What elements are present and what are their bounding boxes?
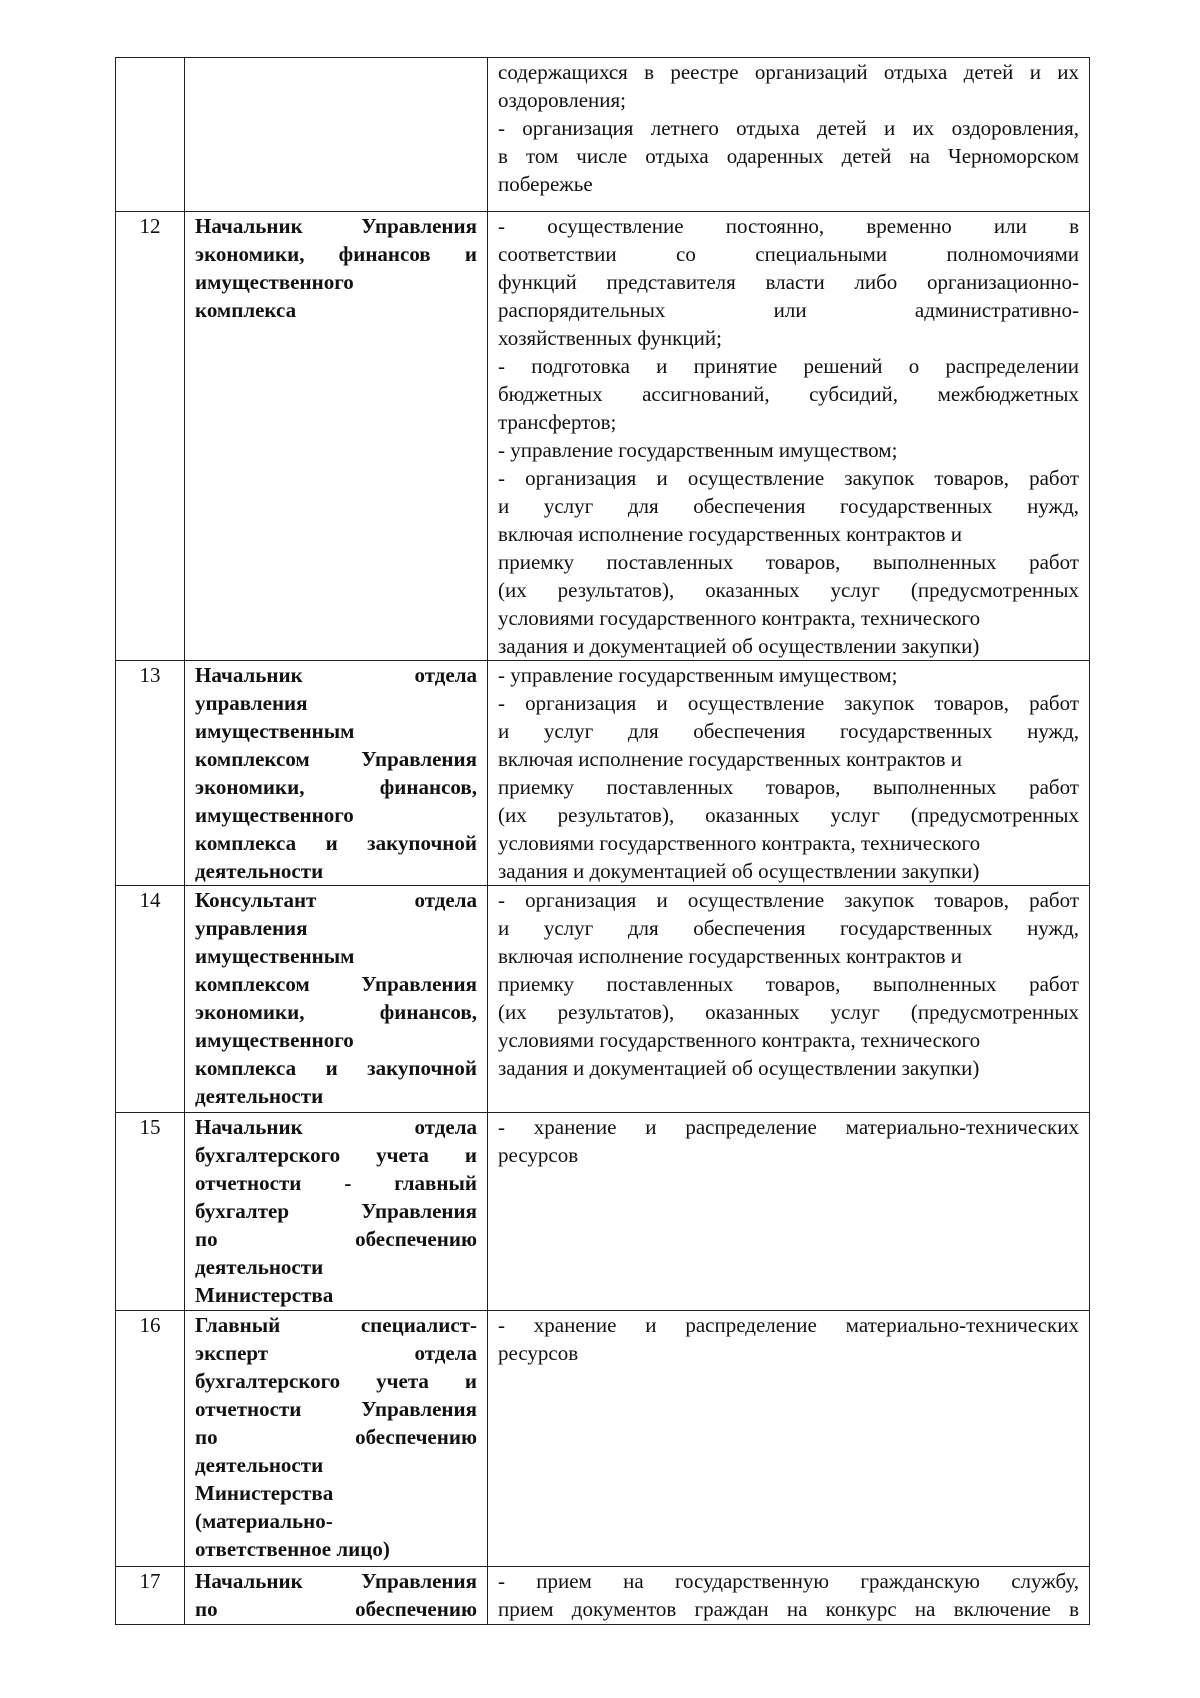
- cell-text-line: экономики, финансов,: [195, 1000, 477, 1024]
- functions-cell: [488, 58, 1090, 212]
- cell-text-line: имущественного: [195, 1028, 354, 1052]
- cell-text-line: распорядительных или административно-: [498, 298, 1079, 322]
- functions-cell: [488, 212, 1090, 661]
- position-cell: [185, 1311, 488, 1567]
- row-number-cell: [116, 212, 185, 661]
- functions-cell: [488, 661, 1090, 886]
- functions-cell: [488, 1567, 1090, 1625]
- position-cell: [185, 661, 488, 886]
- cell-text-line: имущественным: [195, 944, 355, 968]
- cell-text-line: экономики, финансов,: [195, 775, 477, 799]
- cell-text-line: деятельности: [195, 1084, 324, 1108]
- cell-text-line: оздоровления;: [498, 88, 627, 112]
- position-cell: [185, 212, 488, 661]
- cell-text-line: включая исполнение государственных контрактов и: [498, 747, 963, 771]
- row-number: 14: [139, 888, 161, 912]
- position-cell: [185, 58, 488, 212]
- cell-text-line: - управление государственным имуществом;: [498, 438, 898, 462]
- positions-table: [115, 57, 1090, 1625]
- row-number-cell: [116, 1311, 185, 1567]
- position-cell: [185, 1113, 488, 1311]
- table-row: [116, 886, 1090, 1113]
- cell-text-line: управления: [195, 691, 308, 715]
- cell-text-line: Министерства: [195, 1481, 334, 1505]
- cell-text-line: комплекса и закупочной: [195, 831, 477, 855]
- cell-text-line: по обеспечению: [195, 1227, 477, 1251]
- row-number-cell: [116, 886, 185, 1113]
- cell-text-line: бухгалтер Управления: [195, 1199, 477, 1223]
- cell-text-line: приемку поставленных товаров, выполненных работ: [498, 972, 1079, 996]
- cell-text-line: экономики, финансов и: [195, 242, 477, 266]
- cell-text-line: ресурсов: [498, 1143, 579, 1167]
- cell-text-line: комплексом Управления: [195, 972, 477, 996]
- position-cell: [185, 1567, 488, 1625]
- cell-text-line: имущественным: [195, 719, 355, 743]
- row-number: 16: [139, 1313, 161, 1337]
- cell-text-line: Начальник Управления: [195, 1569, 477, 1593]
- cell-text-line: Начальник отдела: [195, 663, 477, 687]
- cell-text-line: бюджетных ассигнований, субсидий, межбюджетных: [498, 382, 1079, 406]
- row-number-cell: [116, 1113, 185, 1311]
- cell-text-line: - хранение и распределение материально-технических: [498, 1313, 1079, 1337]
- cell-text-line: и услуг для обеспечения государственных нужд,: [498, 719, 1079, 743]
- cell-text-line: по обеспечению: [195, 1597, 477, 1621]
- cell-text-line: управления: [195, 916, 308, 940]
- table-row: [116, 1113, 1090, 1311]
- cell-text-line: условиями государственного контракта, технического: [498, 606, 981, 630]
- table-row: [116, 1311, 1090, 1567]
- cell-text-line: задания и документацией об осуществлении закупки): [498, 634, 980, 658]
- cell-text-line: - организация и осуществление закупок товаров, работ: [498, 466, 1079, 490]
- cell-text-line: по обеспечению: [195, 1425, 477, 1449]
- cell-text-line: комплекса и закупочной: [195, 1056, 477, 1080]
- cell-text-line: - подготовка и принятие решений о распределении: [498, 354, 1079, 378]
- cell-text-line: содержащихся в реестре организаций отдыха детей и их: [498, 60, 1079, 84]
- cell-text-line: и услуг для обеспечения государственных нужд,: [498, 916, 1079, 940]
- cell-text-line: - организация и осуществление закупок товаров, работ: [498, 888, 1079, 912]
- cell-text-line: бухгалтерского учета и: [195, 1369, 477, 1393]
- cell-text-line: имущественного: [195, 803, 354, 827]
- cell-text-line: деятельности: [195, 859, 324, 883]
- cell-text-line: соответствии со специальными полномочиями: [498, 242, 1079, 266]
- cell-text-line: бухгалтерского учета и: [195, 1143, 477, 1167]
- cell-text-line: ресурсов: [498, 1341, 579, 1365]
- cell-text-line: включая исполнение государственных контрактов и: [498, 522, 963, 546]
- cell-text-line: (их результатов), оказанных услуг (предусмотренных: [498, 803, 1079, 827]
- cell-text-line: имущественного: [195, 270, 354, 294]
- cell-text-line: - осуществление постоянно, временно или в: [498, 214, 1079, 238]
- cell-text-line: - организация летнего отдыха детей и их оздоровления,: [498, 116, 1079, 140]
- cell-text-line: - прием на государственную гражданскую службу,: [498, 1569, 1079, 1593]
- cell-text-line: и услуг для обеспечения государственных нужд,: [498, 494, 1079, 518]
- cell-text-line: прием документов граждан на конкурс на включение в: [498, 1597, 1079, 1621]
- cell-text-line: эксперт отдела: [195, 1341, 477, 1365]
- cell-text-line: отчетности - главный: [195, 1171, 477, 1195]
- table-body: [116, 58, 1090, 1625]
- cell-text-line: побережье: [498, 172, 593, 196]
- cell-text-line: - организация и осуществление закупок товаров, работ: [498, 691, 1079, 715]
- cell-text-line: деятельности: [195, 1255, 324, 1279]
- cell-text-line: задания и документацией об осуществлении закупки): [498, 859, 980, 883]
- cell-text-line: трансфертов;: [498, 410, 617, 434]
- cell-text-line: Начальник Управления: [195, 214, 477, 238]
- cell-text-line: Консультант отдела: [195, 888, 477, 912]
- cell-text-line: (их результатов), оказанных услуг (предусмотренных: [498, 1000, 1079, 1024]
- table-row: [116, 661, 1090, 886]
- cell-text-line: комплексом Управления: [195, 747, 477, 771]
- cell-text-line: - хранение и распределение материально-технических: [498, 1115, 1079, 1139]
- cell-text-line: функций представителя власти либо организационно-: [498, 270, 1079, 294]
- table-row: [116, 58, 1090, 212]
- cell-text-line: деятельности: [195, 1453, 324, 1477]
- position-cell: [185, 886, 488, 1113]
- cell-text-line: отчетности Управления: [195, 1397, 477, 1421]
- row-number-cell: [116, 661, 185, 886]
- cell-text-line: условиями государственного контракта, технического: [498, 1028, 981, 1052]
- cell-text-line: приемку поставленных товаров, выполненных работ: [498, 775, 1079, 799]
- cell-text-line: - управление государственным имуществом;: [498, 663, 898, 687]
- table-row: [116, 1567, 1090, 1625]
- row-number: 12: [139, 214, 161, 238]
- cell-text-line: ответственное лицо): [195, 1537, 390, 1561]
- cell-text-line: условиями государственного контракта, технического: [498, 831, 981, 855]
- functions-cell: [488, 1113, 1090, 1311]
- functions-cell: [488, 886, 1090, 1113]
- cell-text-line: (материально-: [195, 1509, 333, 1533]
- row-number: 17: [139, 1569, 161, 1593]
- cell-text-line: хозяйственных функций;: [498, 326, 722, 350]
- cell-text-line: включая исполнение государственных контрактов и: [498, 944, 963, 968]
- cell-text-line: Министерства: [195, 1283, 334, 1307]
- cell-text-line: в том числе отдыха одаренных детей на Черноморском: [498, 144, 1079, 168]
- row-number: 13: [139, 663, 161, 687]
- row-number: 15: [139, 1115, 161, 1139]
- cell-text-line: комплекса: [195, 298, 297, 322]
- cell-text-line: задания и документацией об осуществлении закупки): [498, 1056, 980, 1080]
- functions-cell: [488, 1311, 1090, 1567]
- cell-text-line: (их результатов), оказанных услуг (предусмотренных: [498, 578, 1079, 602]
- cell-text-line: приемку поставленных товаров, выполненных работ: [498, 550, 1079, 574]
- row-number-cell: [116, 1567, 185, 1625]
- row-number-cell: [116, 58, 185, 212]
- cell-text-line: Главный специалист-: [195, 1313, 477, 1337]
- table-row: [116, 212, 1090, 661]
- cell-text-line: Начальник отдела: [195, 1115, 477, 1139]
